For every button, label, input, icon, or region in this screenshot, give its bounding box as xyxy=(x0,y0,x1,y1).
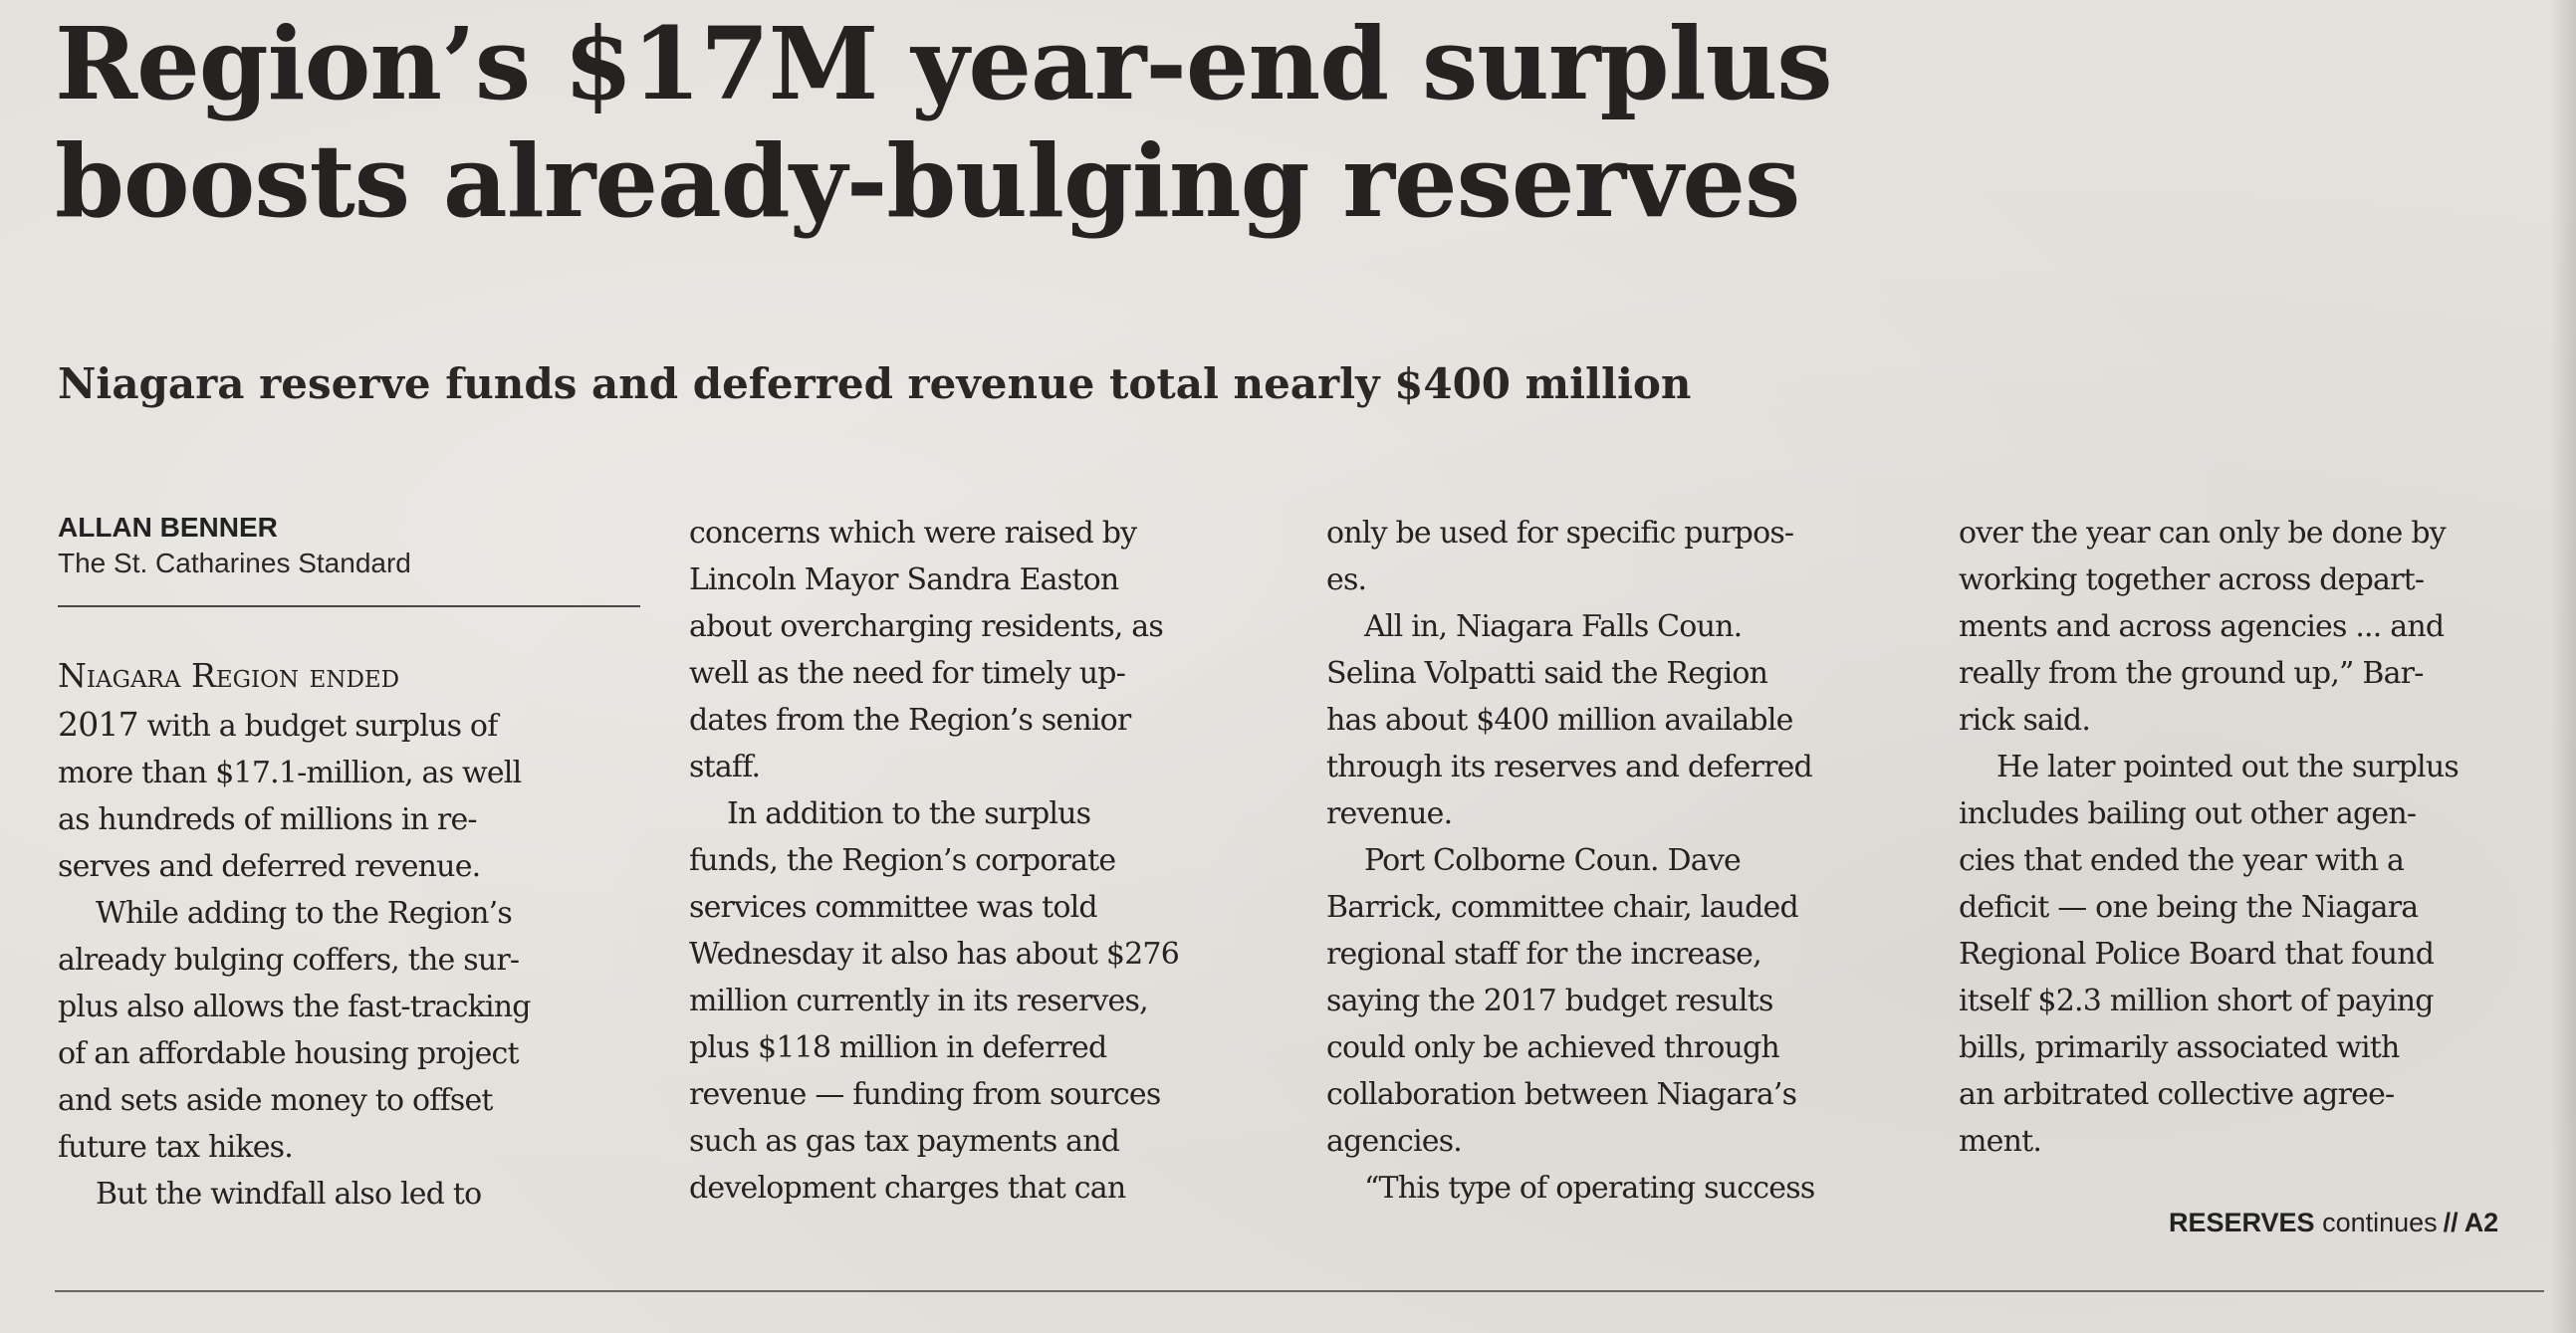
body-line: collaboration between Niagara’s xyxy=(1326,1077,1797,1112)
body-line: serves and deferred revenue. xyxy=(58,849,481,884)
body-line: with a budget surplus of xyxy=(137,709,498,744)
body-line: Port Colborne Coun. Dave xyxy=(1364,843,1741,878)
paragraph xyxy=(58,1171,645,1218)
headline-line-2: boosts already-bulging reserves xyxy=(55,122,1800,240)
lead-line xyxy=(58,652,645,701)
paragraph xyxy=(58,890,645,1171)
body-line: could only be achieved through xyxy=(1326,1030,1779,1065)
article-column-3 xyxy=(1326,510,1914,1212)
body-line: such as gas tax payments and xyxy=(689,1124,1120,1159)
headline-line-1: Region’s $17M year-end surplus xyxy=(55,5,1832,122)
body-line: already bulging coffers, the sur- xyxy=(58,943,520,978)
continuation-separator: // xyxy=(2443,1208,2459,1237)
body-line: really from the ground up,” Bar- xyxy=(1959,656,2424,691)
body-line: well as the need for timely up- xyxy=(689,656,1126,691)
body-line: about overcharging residents, as xyxy=(689,609,1163,644)
publication-name: The St. Catharines Standard xyxy=(58,548,411,578)
body-line: In addition to the surplus xyxy=(727,796,1091,831)
body-line: plus also allows the fast-tracking xyxy=(58,990,531,1024)
article-column-4 xyxy=(1959,510,2546,1165)
body-line: development charges that can xyxy=(689,1171,1126,1206)
paragraph xyxy=(1326,510,1914,603)
paper-edge-shadow xyxy=(2550,0,2576,1333)
author-name: ALLAN BENNER xyxy=(58,512,278,543)
body-line: funds, the Region’s corporate xyxy=(689,843,1116,878)
body-line: more than $17.1-million, as well xyxy=(58,756,522,790)
body-line: cies that ended the year with a xyxy=(1959,843,2405,878)
body-line: over the year can only be done by xyxy=(1959,516,2446,551)
body-line: Barrick, committee chair, lauded xyxy=(1326,890,1798,925)
body-line: and sets aside money to offset xyxy=(58,1083,493,1118)
paragraph xyxy=(689,790,1277,1212)
paragraph xyxy=(1326,1165,1914,1212)
body-line: ments and across agencies ... and xyxy=(1959,609,2445,644)
body-line: only be used for specific purpos- xyxy=(1326,516,1794,551)
article-column-2 xyxy=(689,510,1277,1212)
body-line: es. xyxy=(1326,562,1367,597)
byline xyxy=(58,510,640,607)
paragraph xyxy=(689,510,1277,790)
body-line: of an affordable housing project xyxy=(58,1036,519,1071)
body-line: revenue. xyxy=(1326,796,1453,831)
body-line: through its reserves and deferred xyxy=(1326,750,1812,784)
body-line: But the windfall also led to xyxy=(96,1177,482,1212)
body-line: “This type of operating success xyxy=(1364,1171,1815,1206)
body-line: services committee was told xyxy=(689,890,1097,925)
body-line: rick said. xyxy=(1959,703,2091,738)
continuation-note xyxy=(2169,1208,2498,1238)
body-line: revenue — funding from sources xyxy=(689,1077,1161,1112)
body-line: as hundreds of millions in re- xyxy=(58,802,477,837)
lead-paragraph xyxy=(58,652,645,890)
lead-year: 2017 xyxy=(58,705,138,744)
subheadline: Niagara reserve funds and deferred revenue total nearly $400 million xyxy=(58,359,1692,408)
body-line: ment. xyxy=(1959,1124,2042,1159)
lead-year-line xyxy=(58,701,645,750)
body-line: While adding to the Region’s xyxy=(96,896,512,931)
continuation-slug: RESERVES xyxy=(2169,1208,2315,1237)
article-column-1 xyxy=(58,652,645,1218)
body-line: He later pointed out the surplus xyxy=(1996,750,2459,784)
body-line: an arbitrated collective agree- xyxy=(1959,1077,2395,1112)
byline-divider xyxy=(58,605,640,607)
body-line: concerns which were raised by xyxy=(689,516,1137,551)
body-line: deficit — one being the Niagara xyxy=(1959,890,2419,925)
paragraph xyxy=(1326,603,1914,837)
body-line: Selina Volpatti said the Region xyxy=(1326,656,1768,691)
body-line: working together across depart- xyxy=(1959,562,2425,597)
body-line: bills, primarily associated with xyxy=(1959,1030,2400,1065)
body-line: million currently in its reserves, xyxy=(689,984,1148,1018)
body-line: plus $118 million in deferred xyxy=(689,1030,1107,1065)
headline xyxy=(55,5,2395,240)
body-line: All in, Niagara Falls Coun. xyxy=(1364,609,1743,644)
lead-small-caps: Niagara Region ended xyxy=(58,656,400,695)
body-line: future tax hikes. xyxy=(58,1130,294,1165)
body-line: Lincoln Mayor Sandra Easton xyxy=(689,562,1119,597)
paragraph xyxy=(1326,837,1914,1165)
continuation-text: continues xyxy=(2322,1208,2438,1237)
body-line: Wednesday it also has about $276 xyxy=(689,937,1180,972)
paragraph xyxy=(1959,744,2546,1165)
body-line: includes bailing out other agen- xyxy=(1959,796,2417,831)
body-line: saying the 2017 budget results xyxy=(1326,984,1773,1018)
body-line: has about $400 million available xyxy=(1326,703,1793,738)
body-line: staff. xyxy=(689,750,761,784)
body-line: regional staff for the increase, xyxy=(1326,937,1761,972)
paragraph xyxy=(1959,510,2546,744)
bottom-divider xyxy=(55,1290,2544,1292)
body-line: agencies. xyxy=(1326,1124,1463,1159)
body-line: dates from the Region’s senior xyxy=(689,703,1131,738)
body-line: itself $2.3 million short of paying xyxy=(1959,984,2434,1018)
body-line: Regional Police Board that found xyxy=(1959,937,2435,972)
continuation-page: A2 xyxy=(2463,1208,2499,1237)
